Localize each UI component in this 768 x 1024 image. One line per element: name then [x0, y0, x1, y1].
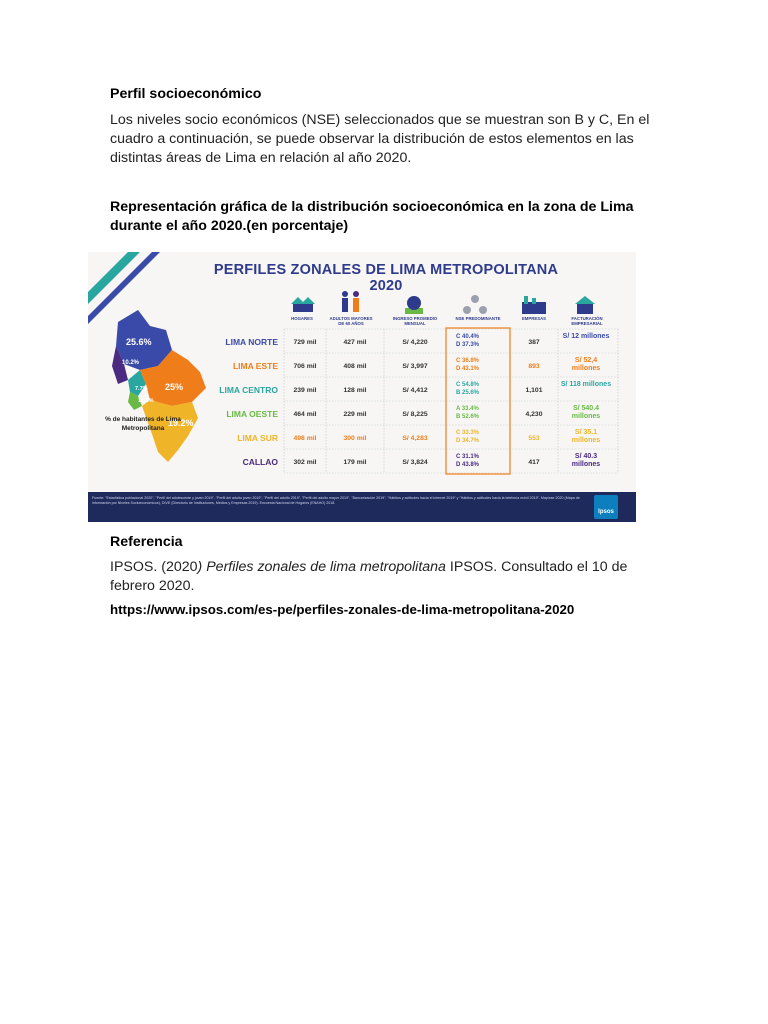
- nse-value-1: C 54.8%: [456, 382, 480, 388]
- adultos-value: 179 mil: [343, 459, 367, 466]
- col-header-adultos: ADULTOS MAYORES DE 60 AÑOS: [329, 316, 373, 326]
- adultos-value: 229 mil: [343, 411, 367, 418]
- empresas-value: 387: [528, 339, 540, 346]
- hogares-value: 706 mil: [293, 363, 317, 370]
- adultos-value: 128 mil: [343, 387, 367, 394]
- col-header-nse: NSE PREDOMINANTE: [455, 316, 501, 321]
- reference-author: IPSOS. (2020: [110, 559, 198, 575]
- reference-citation: [110, 558, 630, 596]
- map-label-oeste: 12.2%: [138, 398, 154, 404]
- reference-title: ) Perfiles zonales de lima metropolitana: [197, 559, 446, 575]
- reference-source: IPSOS. Consultado el 10 de febrero 2020.: [110, 559, 628, 594]
- nse-value-1: C 31.1%: [456, 454, 480, 460]
- empresas-value: 417: [528, 459, 540, 466]
- facturacion-value: S/ 40.3 millones: [571, 453, 601, 468]
- zone-label: CALLAO: [242, 457, 278, 467]
- zone-label: LIMA CENTRO: [219, 385, 278, 395]
- intro-paragraph: Los niveles socio económicos (NSE) seleccionados que se muestran son B y C, En el cuadro a continuación, se puede observar la distribución de estos elementos en las distintas áreas de Lima en relación al año 2020.: [110, 112, 650, 166]
- infographic-footer: [88, 492, 636, 522]
- hogares-value: 498 mil: [293, 435, 317, 442]
- hogares-value: 302 mil: [293, 459, 317, 466]
- col-header-ingreso: INGRESO PROMEDIO MENSUAL: [392, 316, 438, 326]
- adultos-value: 427 mil: [343, 339, 367, 346]
- ingreso-value: S/ 4,220: [402, 339, 428, 346]
- adultos-value: 408 mil: [343, 363, 367, 370]
- section-heading: Perfil socioeconómico: [110, 86, 262, 102]
- hogares-value: 239 mil: [293, 387, 317, 394]
- map-label-norte: 25.6%: [126, 337, 152, 347]
- empresas-value: 1,101: [525, 387, 543, 394]
- ipsos-logo: Ipsos: [594, 495, 618, 519]
- empresas-value: 4,230: [525, 411, 543, 418]
- nse-value-2: D 34.7%: [456, 438, 480, 444]
- nse-value-1: C 33.3%: [456, 430, 480, 436]
- empresas-value: 893: [528, 363, 540, 370]
- zone-label: LIMA SUR: [237, 433, 278, 443]
- adultos-value: 300 mil: [343, 435, 367, 442]
- zone-label: LIMA ESTE: [232, 361, 278, 371]
- nse-value-2: B 25.6%: [456, 390, 480, 396]
- facturacion-value: S/ 35.1 millones: [571, 429, 601, 444]
- infographic-title: PERFILES ZONALES DE LIMA METROPOLITANA 2020: [213, 262, 559, 294]
- nse-value-2: D 43.8%: [456, 462, 480, 468]
- col-header-hogares: HOGARES: [291, 316, 313, 321]
- col-header-facturacion: FACTURACIÓN EMPRESARIAL: [571, 316, 603, 326]
- figure-caption: Representación gráfica de la distribución socioeconómica en la zona de Lima durante el año 2020.(en porcentaje): [110, 199, 634, 234]
- map-label-este: 25%: [165, 382, 184, 392]
- zone-label: LIMA NORTE: [225, 337, 278, 347]
- map-label-sur: 19.2%: [168, 418, 194, 428]
- nse-value-1: C 40.4%: [456, 334, 480, 340]
- nse-value-1: A 33.4%: [456, 406, 479, 412]
- nse-value-2: D 37.3%: [456, 342, 480, 348]
- facturacion-value: S/ 52,4 millones: [571, 357, 601, 372]
- table-grid: [88, 252, 636, 492]
- map-label-centro: 7.7%: [135, 386, 148, 392]
- hogares-value: 464 mil: [293, 411, 317, 418]
- map-legend: % de habitantes de Lima Metropolitana: [105, 416, 181, 432]
- source-note: Fuente: "Estadística poblacional 2020", "Perfil del adolescente y joven 2019", "Perfil del adulto joven 2019", "Perfil del adulto 2019", "Perfil del adulto mayor 2019", "Bancarización 2019", "Hábitos y actitudes hacia el internet 2019" y "Hábitos y actitudes hacia la telefonía móvil 2019". Mapinse 2020 (Mapa de información por Niveles Socioeconómicos), DIVE (Directorio de Instituciones, Medios y Empresas 2019). Encuesta Nacional de Hogares (ENAHO) 2018.: [92, 496, 580, 505]
- zone-label: LIMA OESTE: [226, 409, 278, 419]
- reference-heading: Referencia: [110, 534, 183, 550]
- col-header-empresas: EMPRESAS: [521, 316, 547, 321]
- nse-value-2: D 43.1%: [456, 366, 480, 372]
- facturacion-value: S/ 118 millones: [560, 381, 612, 388]
- hogares-value: 729 mil: [293, 339, 317, 346]
- ingreso-value: S/ 3,824: [402, 459, 428, 466]
- nse-value-2: B 52.6%: [456, 414, 480, 420]
- facturacion-value: S/ 540.4 millones: [571, 405, 601, 420]
- infographic: [88, 252, 636, 522]
- map-label-callao: 10.2%: [122, 360, 140, 366]
- empresas-value: 553: [528, 435, 540, 442]
- nse-value-1: C 36.8%: [456, 358, 480, 364]
- reference-url[interactable]: https://www.ipsos.com/es-pe/perfiles-zonales-de-lima-metropolitana-2020: [110, 602, 575, 617]
- ingreso-value: S/ 4,283: [402, 435, 428, 442]
- facturacion-value: S/ 12 millones: [562, 333, 610, 340]
- ingreso-value: S/ 8,225: [402, 411, 428, 418]
- ingreso-value: S/ 4,412: [402, 387, 428, 394]
- ingreso-value: S/ 3,997: [402, 363, 428, 370]
